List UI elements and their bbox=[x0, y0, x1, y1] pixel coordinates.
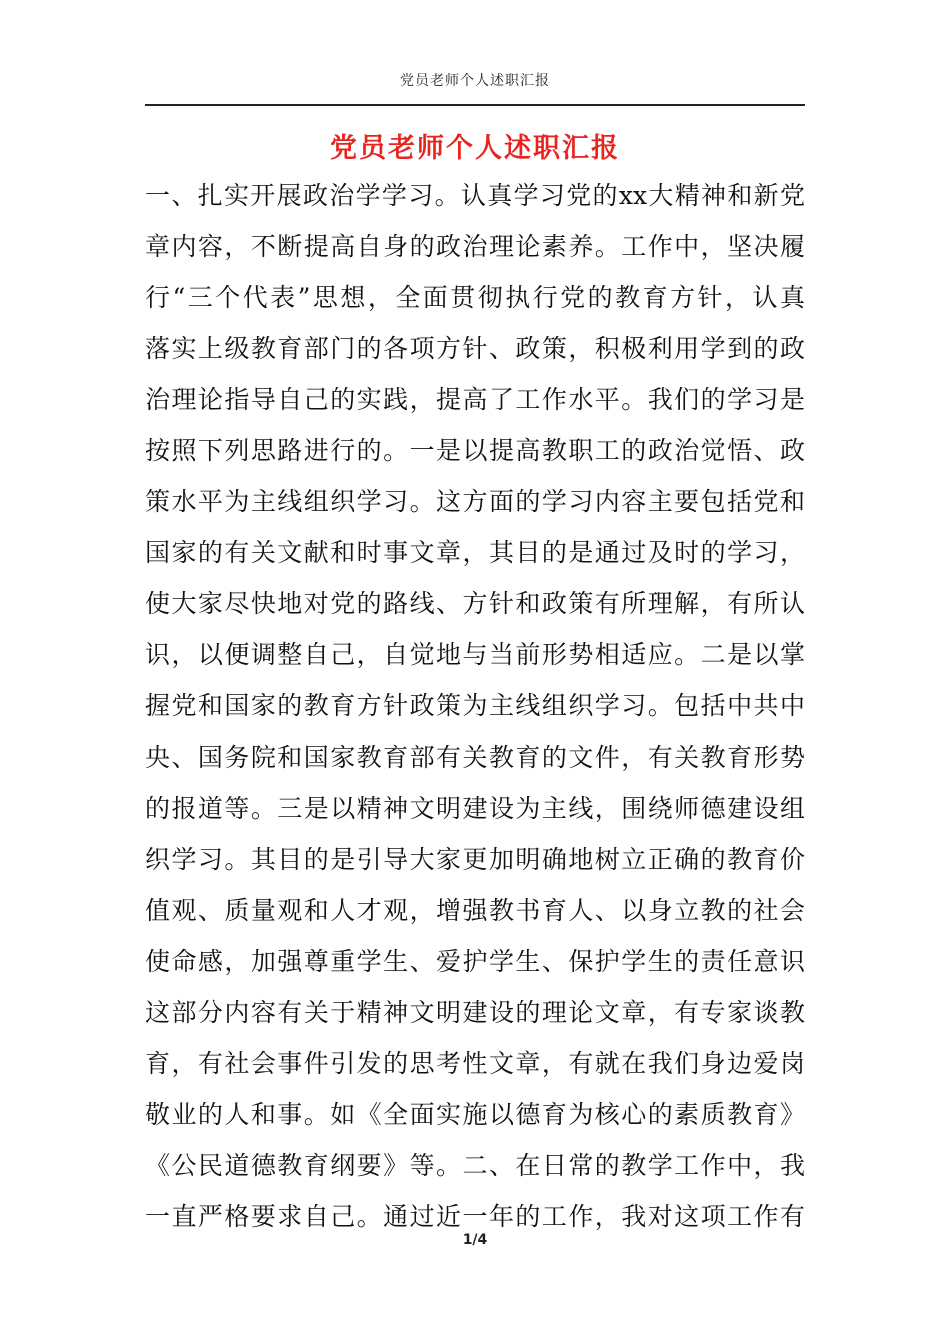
body-paragraph bbox=[145, 170, 805, 1242]
body-line: 织学习。其目的是引导大家更加明确地树立正确的教育价 bbox=[145, 844, 805, 874]
body-line: 央、国务院和国家教育部有关教育的文件，有关教育形势 bbox=[145, 742, 805, 772]
body-line: 使命感，加强尊重学生、爱护学生、保护学生的责任意识 bbox=[145, 946, 805, 976]
body-line: 行“三个代表”思想，全面贯彻执行党的教育方针，认真 bbox=[145, 283, 805, 313]
body-line: 这部分内容有关于精神文明建设的理论文章，有专家谈教 bbox=[145, 997, 805, 1027]
body-line: 国家的有关文献和时事文章，其目的是通过及时的学习， bbox=[145, 538, 805, 568]
header-divider bbox=[145, 104, 805, 106]
body-line: 识，以便调整自己，自觉地与当前形势相适应。二是以掌 bbox=[145, 640, 805, 670]
body-line: 握党和国家的教育方针政策为主线组织学习。包括中共中 bbox=[145, 691, 805, 721]
body-line: 的报道等。三是以精神文明建设为主线，围绕师德建设组 bbox=[145, 793, 805, 823]
body-line: 一直严格要求自己。通过近一年的工作，我对这项工作有 bbox=[145, 1201, 805, 1231]
body-line: 育，有社会事件引发的思考性文章，有就在我们身边爱岗 bbox=[145, 1048, 805, 1078]
body-line: 值观、质量观和人才观，增强教书育人、以身立教的社会 bbox=[145, 895, 805, 925]
body-line: 《公民道德教育纲要》等。二、在日常的教学工作中，我 bbox=[145, 1150, 805, 1180]
body-line: 策水平为主线组织学习。这方面的学习内容主要包括党和 bbox=[145, 487, 805, 517]
body-line: 一、扎实开展政治学学习。认真学习党的xx大精神和新党 bbox=[145, 181, 805, 210]
body-line: 治理论指导自己的实践，提高了工作水平。我们的学习是 bbox=[145, 385, 805, 415]
body-line: 敬业的人和事。如《全面实施以德育为核心的素质教育》 bbox=[145, 1099, 805, 1129]
document-title: 党员老师个人述职汇报 bbox=[330, 133, 620, 164]
running-header: 党员老师个人述职汇报 bbox=[400, 73, 550, 89]
body-line: 落实上级教育部门的各项方针、政策，积极利用学到的政 bbox=[145, 334, 805, 364]
page-number: 1/4 bbox=[462, 1232, 488, 1248]
body-line: 使大家尽快地对党的路线、方针和政策有所理解，有所认 bbox=[145, 589, 805, 619]
body-line: 章内容，不断提高自身的政治理论素养。工作中，坚决履 bbox=[145, 232, 805, 262]
body-line: 按照下列思路进行的。一是以提高教职工的政治觉悟、政 bbox=[145, 436, 805, 466]
